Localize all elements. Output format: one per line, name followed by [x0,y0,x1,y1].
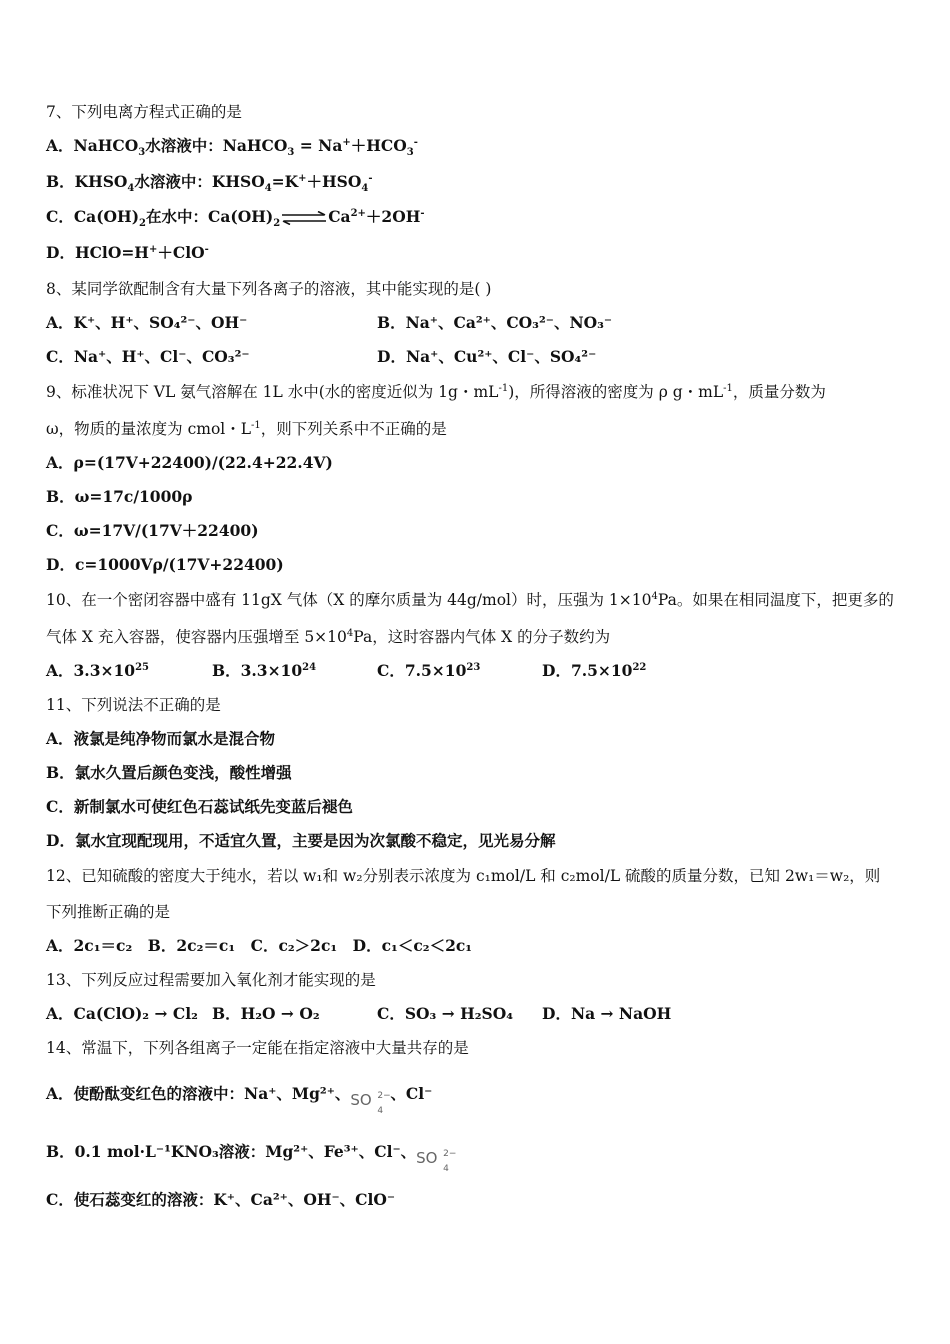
q9-stem-line1: 9、标准状况下 VL 氨气溶解在 1L 水中(水的密度近似为 1g・$mL^{-1}$)，所得溶液的密度为 ρ g・$mL^{-1}$，质量分数为 [46,382,826,401]
q10-stem-line1: 10、在一个密闭容器中盛有 11gX 气体（X 的摩尔质量为 44g/mol）时，压强为 $1\times 10^4Pa$。如果在相同温度下，把更多的 [46,590,894,609]
q10-option-d: D．$7.5\times 10^{22}$ [542,661,647,680]
q13-option-c: C．SO₃ → H₂SO₄ [377,1004,514,1023]
q8-option-a: A．K⁺、H⁺、SO₄²⁻、OH⁻ [46,313,248,332]
q8-option-b: B．Na⁺、Ca²⁺、CO₃²⁻、NO₃⁻ [377,313,613,332]
q9-option-a: A．ρ=(17V+22400)/(22.4+22.4V) [46,453,333,472]
q14-option-c: C．使石蕊变红的溶液：K⁺、Ca²⁺、OH⁻、ClO⁻ [46,1190,396,1209]
q10-option-b: B．$3.3\times 10^{24}$ [212,661,317,680]
q8-option-d: D．Na⁺、Cu²⁺、Cl⁻、SO₄²⁻ [377,347,597,366]
q9-option-b: B．ω=17c/1000ρ [46,487,193,506]
q9-stem-line2: ω，物质的量浓度为 cmol・$L^{-1}$，则下列关系中不正确的是 [46,419,447,438]
q14-option-a: A．使酚酞变红色的溶液中：Na⁺、Mg²⁺、 SO 2− 4 、Cl⁻ [46,1084,433,1116]
q14-stem: 14、常温下，下列各组离子一定能在指定溶液中大量共存的是 [46,1039,469,1057]
q7-option-c: C．$Ca(OH)_2$在水中：$Ca(OH)_2$ $Ca^{2+}+2OH^-$ [46,207,425,230]
q12-stem-line2: 下列推断正确的是 [46,903,171,921]
q11-option-d: D．氯水宜现配现用，不适宜久置，主要是因为次氯酸不稳定，见光易分解 [46,831,556,850]
q7-option-d: D．HClO=H+＋ClO- [46,243,209,262]
q10-option-c: C．$7.5\times 10^{23}$ [377,661,481,680]
equilibrium-arrow-icon [280,211,328,225]
q11-option-c: C．新制氯水可使红色石蕊试纸先变蓝后褪色 [46,797,353,816]
q10-option-a: A．$3.3\times 10^{25}$ [46,661,149,680]
q11-option-a: A．液氯是纯净物而氯水是混合物 [46,729,276,748]
q14-option-b: B．0.1 mol·L⁻¹KNO₃溶液：Mg²⁺、Fe³⁺、Cl⁻、 SO 2− 4 [46,1142,457,1174]
q12-options: A．2c₁＝c₂ B．2c₂＝c₁ C．c₂＞2c₁ D．c₁＜c₂＜2c₁ [46,936,473,955]
q8-option-c: C．Na⁺、H⁺、Cl⁻、CO₃²⁻ [46,347,250,366]
q11-option-b: B．氯水久置后颜色变浅，酸性增强 [46,763,292,782]
q8-stem: 8、某同学欲配制含有大量下列各离子的溶液，其中能实现的是( ) [46,280,492,298]
q13-stem: 13、下列反应过程需要加入氧化剂才能实现的是 [46,971,376,989]
q13-option-d: D．Na → NaOH [542,1004,672,1023]
q12-stem-line1: 12、已知硫酸的密度大于纯水，若以 w₁和 w₂分别表示浓度为 c₁mol/L 和 c₂mol/L 硫酸的质量分数，已知 2w₁＝w₂，则 [46,867,881,885]
q11-stem: 11、下列说法不正确的是 [46,696,221,714]
q13-option-b: B．H₂O → O₂ [212,1004,320,1023]
sulfate-ion-formula: SO 2− 4 [416,1149,457,1174]
q7-stem: 7、下列电离方程式正确的是 [46,103,242,121]
q7-option-a: A．NaHCO$_3$水溶液中：NaHCO$_3$ = $Na^++HCO_3^-$ [46,136,418,159]
q9-option-d: D．c=1000Vρ/(17V+22400) [46,555,284,574]
sulfate-ion-formula: SO 2− 4 [350,1091,391,1116]
q13-option-a: A．Ca(ClO)₂ → Cl₂ [46,1004,198,1023]
q10-stem-line2: 气体 X 充入容器，使容器内压强增至 $5\times 10^4Pa$，这时容器内气体 X 的分子数约为 [46,627,611,646]
q7-option-b: B．$KHSO_4$水溶液中：$KHSO_4=K^++HSO_4^-$ [46,172,373,195]
q9-option-c: C．ω=17V/(17V＋22400) [46,521,259,540]
